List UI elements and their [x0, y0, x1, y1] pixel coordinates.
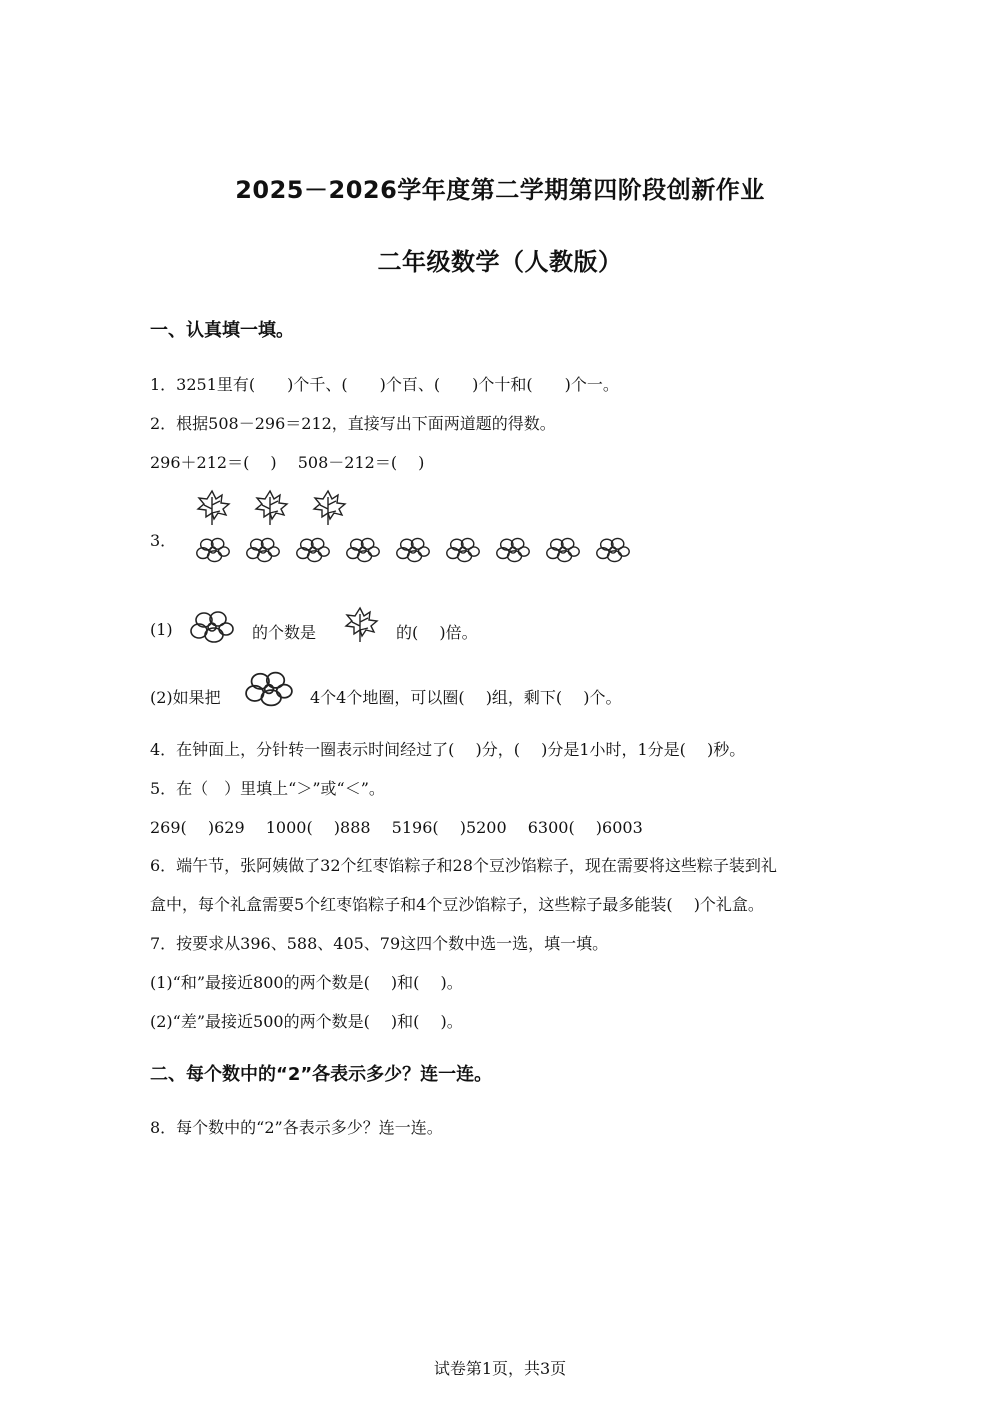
page-subtitle: 二年级数学（人教版）: [377, 248, 623, 276]
question-8: 8．每个数中的“2”各表示多少？连一连。: [150, 1118, 443, 1137]
question-5-items: 269( )629 1000( )888 5196( )5200 6300( )6003: [150, 818, 643, 837]
question-3-2-end: 4个4个地圈，可以圈( )组，剩下( )个。: [310, 688, 622, 707]
section-heading-1: 一、认真填一填。: [150, 320, 294, 341]
flower-icon: [246, 536, 280, 564]
section-heading-2: 二、每个数中的“2”各表示多少？连一连。: [150, 1064, 493, 1085]
question-7: 7．按要求从396、588、405、79这四个数中选一选，填一填。: [150, 934, 609, 953]
question-7-2: (2)“差”最接近500的两个数是( )和( )。: [150, 1012, 463, 1031]
page-footer: 试卷第1页，共3页: [433, 1359, 567, 1378]
question-5: 5．在（ ）里填上“＞”或“＜”。: [150, 779, 385, 798]
question-3-1-label: (1): [150, 620, 173, 639]
maple-leaf-icon: [192, 487, 232, 527]
page-title: 2025－2026学年度第二学期第四阶段创新作业: [235, 176, 765, 204]
maple-leaf-icon: [308, 487, 348, 527]
question-2-equations: 296＋212＝( ) 508－212＝( ): [150, 453, 425, 472]
flower-icon: [596, 536, 630, 564]
question-3-number: 3．: [150, 531, 177, 550]
flower-icon: [496, 536, 530, 564]
flower-icon: [346, 536, 380, 564]
flower-icon: [296, 536, 330, 564]
flower-icon: [546, 536, 580, 564]
question-1: 1．3251里有( )个千、( )个百、( )个十和( )个一。: [150, 375, 619, 394]
flower-icon: [190, 610, 234, 644]
maple-leaf-icon: [250, 487, 290, 527]
question-7-1: (1)“和”最接近800的两个数是( )和( )。: [150, 973, 463, 992]
question-3-1-end: 的( )倍。: [396, 623, 478, 642]
question-2: 2．根据508－296＝212，直接写出下面两道题的得数。: [150, 414, 556, 433]
question-3-1-middle: 的个数是: [252, 623, 317, 642]
question-6-line-2: 盒中，每个礼盒需要5个红枣馅粽子和4个豆沙馅粽子，这些粽子最多能装( )个礼盒。: [150, 895, 764, 914]
maple-leaf-icon: [340, 604, 380, 644]
flower-icon: [245, 670, 293, 708]
flower-icon: [446, 536, 480, 564]
flower-icon: [396, 536, 430, 564]
flower-icon: [196, 536, 230, 564]
question-4: 4．在钟面上，分针转一圈表示时间经过了( )分，( )分是1小时，1分是( )秒。: [150, 740, 746, 759]
question-3-2-label: (2)如果把: [150, 688, 221, 707]
question-6-line-1: 6．端午节，张阿姨做了32个红枣馅粽子和28个豆沙馅粽子，现在需要将这些粽子装到礼: [150, 856, 777, 875]
